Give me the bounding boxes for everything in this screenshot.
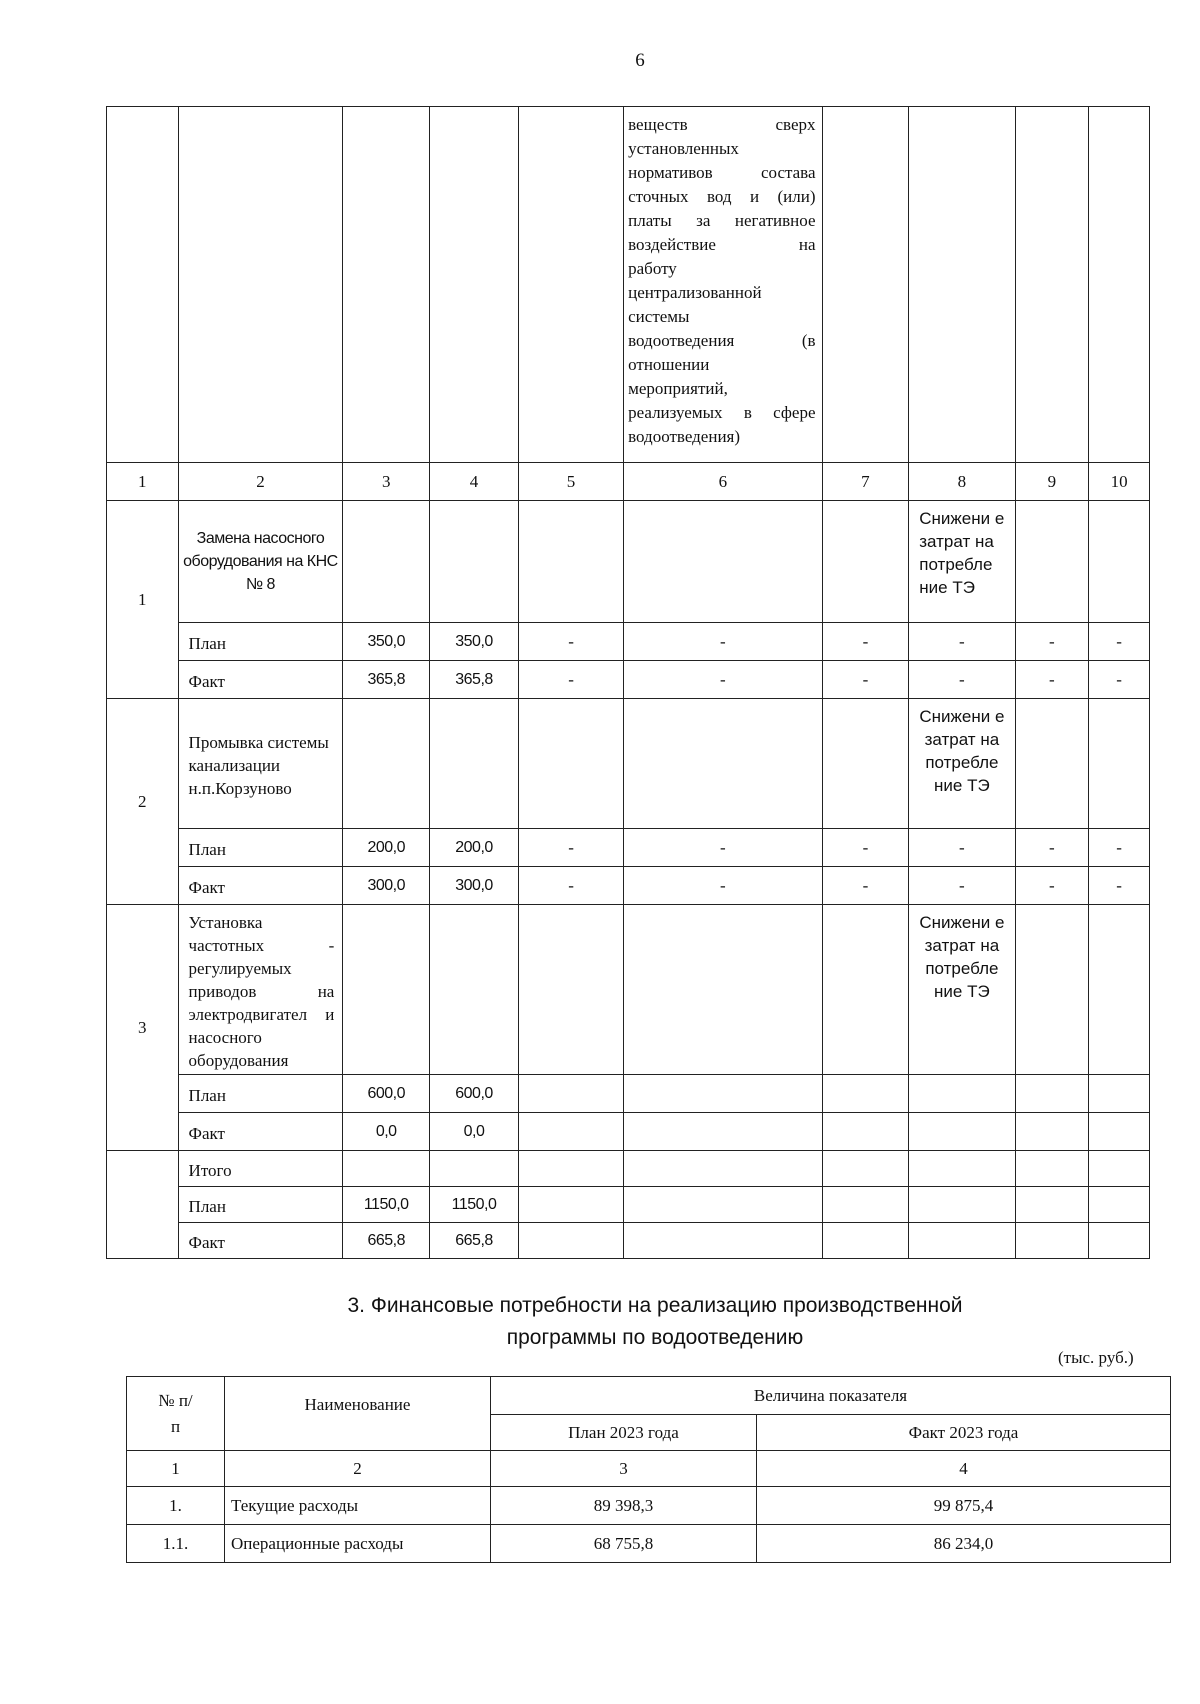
continuation-line: отношении xyxy=(628,355,710,374)
measure-row-2 xyxy=(107,699,1150,829)
fact-label: Факт xyxy=(178,1223,343,1259)
fact-value-6: - xyxy=(624,867,822,905)
plan-value-8: - xyxy=(909,829,1015,867)
column-numbers-row xyxy=(107,463,1150,501)
section-title-line-2: программы по водоотведению xyxy=(506,1326,804,1349)
plan-label: План xyxy=(178,829,343,867)
plan-row xyxy=(107,829,1150,867)
fact-value-7: - xyxy=(822,661,909,699)
plan-value-9: - xyxy=(1015,829,1089,867)
continuation-line: установленных xyxy=(628,139,739,158)
fin-column-number-4: 4 xyxy=(757,1451,1171,1487)
fin-row-plan: 89 398,3 xyxy=(491,1487,757,1525)
section-3-title xyxy=(0,1290,1200,1354)
plan-value-7: - xyxy=(822,623,909,661)
plan-value-7: - xyxy=(822,829,909,867)
total-fact-value-3: 665,8 xyxy=(343,1223,430,1259)
fact-value-3: 0,0 xyxy=(343,1113,430,1151)
fin-row-fact: 99 875,4 xyxy=(757,1487,1171,1525)
fact-value-9: - xyxy=(1015,867,1089,905)
plan-value-4: 350,0 xyxy=(430,623,519,661)
col-name-header: Наименование xyxy=(225,1377,491,1451)
fin-row-name: Текущие расходы xyxy=(225,1487,491,1525)
column-number-7: 7 xyxy=(822,463,909,501)
fin-column-number-1: 1 xyxy=(127,1451,225,1487)
column-number-10: 10 xyxy=(1089,463,1150,501)
fact-row xyxy=(107,661,1150,699)
column-number-2: 2 xyxy=(178,463,343,501)
fact-value-10: - xyxy=(1089,661,1150,699)
measure-name: Промывка системы канализации н.п.Корзуново xyxy=(178,699,343,829)
continuation-text xyxy=(624,107,821,449)
row-number: 1 xyxy=(107,501,179,699)
plan-value-5: - xyxy=(518,829,623,867)
fact-value-9: - xyxy=(1015,661,1089,699)
fact-value-6: - xyxy=(624,661,822,699)
continuation-line: реализуемых в сфере xyxy=(628,403,816,422)
fact-value-8: - xyxy=(909,661,1015,699)
plan-value-4: 200,0 xyxy=(430,829,519,867)
col-value-header: Величина показателя xyxy=(491,1377,1171,1415)
continuation-line: водоотведения (в xyxy=(628,331,816,350)
plan-label: План xyxy=(178,1187,343,1223)
page-number: 6 xyxy=(635,50,645,71)
total-row xyxy=(107,1151,1150,1187)
total-plan-value-3: 1150,0 xyxy=(343,1187,430,1223)
continuation-line: нормативов состава xyxy=(628,163,816,182)
continuation-line: воздействие на xyxy=(628,235,816,254)
financial-row-2 xyxy=(127,1525,1171,1563)
measure-effect: Снижени е затрат на потребле ние ТЭ xyxy=(909,699,1015,829)
col-numbers-row xyxy=(127,1451,1171,1487)
fin-row-num: 1.1. xyxy=(127,1525,225,1563)
fact-value-7: - xyxy=(822,867,909,905)
row-number: 3 xyxy=(107,905,179,1151)
fin-row-fact: 86 234,0 xyxy=(757,1525,1171,1563)
continuation-row xyxy=(107,107,1150,463)
fin-column-number-2: 2 xyxy=(225,1451,491,1487)
plan-value-3: 350,0 xyxy=(343,623,430,661)
column-number-4: 4 xyxy=(430,463,519,501)
measure-row-3 xyxy=(107,905,1150,1075)
fact-value-4: 300,0 xyxy=(430,867,519,905)
continuation-line: мероприятий, xyxy=(628,379,728,398)
total-plan-row xyxy=(107,1187,1150,1223)
plan-label: План xyxy=(178,1075,343,1113)
fin-row-plan: 68 755,8 xyxy=(491,1525,757,1563)
fin-row-name: Операционные расходы xyxy=(225,1525,491,1563)
fact-value-5: - xyxy=(518,661,623,699)
plan-value-5: - xyxy=(518,623,623,661)
col-fact-header: Факт 2023 года xyxy=(757,1415,1171,1451)
col-num-header: № п/п xyxy=(127,1377,225,1451)
continuation-text-cell xyxy=(624,107,822,463)
column-number-3: 3 xyxy=(343,463,430,501)
plan-value-3: 600,0 xyxy=(343,1075,430,1113)
total-fact-row xyxy=(107,1223,1150,1259)
financial-row-1 xyxy=(127,1487,1171,1525)
fact-value-10: - xyxy=(1089,867,1150,905)
plan-row xyxy=(107,1075,1150,1113)
plan-value-4: 600,0 xyxy=(430,1075,519,1113)
plan-value-8: - xyxy=(909,623,1015,661)
plan-value-6: - xyxy=(624,829,822,867)
plan-row xyxy=(107,623,1150,661)
column-number-5: 5 xyxy=(518,463,623,501)
column-number-9: 9 xyxy=(1015,463,1089,501)
row-number: 2 xyxy=(107,699,179,905)
continuation-line: водоотведения) xyxy=(628,427,741,446)
fact-value-4: 0,0 xyxy=(430,1113,519,1151)
fact-row xyxy=(107,1113,1150,1151)
fact-value-3: 365,8 xyxy=(343,661,430,699)
plan-label: План xyxy=(178,623,343,661)
continuation-line: системы xyxy=(628,307,690,326)
measure-effect: Снижени е затрат на потребле ние ТЭ xyxy=(909,501,1015,623)
measure-name: Установка частотных - регулируемых приводов на электродвигател и насосного оборудования xyxy=(178,905,343,1075)
total-label: Итого xyxy=(178,1151,343,1187)
measures-table xyxy=(106,106,1150,1259)
fact-value-4: 365,8 xyxy=(430,661,519,699)
section-title-line-1: 3. Финансовые потребности на реализацию производственной xyxy=(347,1294,963,1317)
fact-label: Факт xyxy=(178,867,343,905)
fact-row xyxy=(107,867,1150,905)
fin-row-num: 1. xyxy=(127,1487,225,1525)
continuation-line: веществ сверх xyxy=(628,115,816,134)
fact-value-8: - xyxy=(909,867,1015,905)
continuation-line: централизованной xyxy=(628,283,762,302)
fact-value-3: 300,0 xyxy=(343,867,430,905)
continuation-line: платы за негативное xyxy=(628,211,816,230)
continuation-line: работу xyxy=(628,259,677,278)
measure-name: Замена насосного оборудования на КНС № 8 xyxy=(178,501,343,623)
total-fact-value-4: 665,8 xyxy=(430,1223,519,1259)
plan-value-6: - xyxy=(624,623,822,661)
plan-value-10: - xyxy=(1089,623,1150,661)
units-note: (тыс. руб.) xyxy=(1058,1348,1134,1367)
plan-value-9: - xyxy=(1015,623,1089,661)
fact-label: Факт xyxy=(178,661,343,699)
plan-value-3: 200,0 xyxy=(343,829,430,867)
column-number-8: 8 xyxy=(909,463,1015,501)
total-plan-value-4: 1150,0 xyxy=(430,1187,519,1223)
plan-value-10: - xyxy=(1089,829,1150,867)
fin-column-number-3: 3 xyxy=(491,1451,757,1487)
col-plan-header: План 2023 года xyxy=(491,1415,757,1451)
fact-label: Факт xyxy=(178,1113,343,1151)
measure-effect: Снижени е затрат на потребле ние ТЭ xyxy=(909,905,1015,1075)
measure-row-1 xyxy=(107,501,1150,623)
financial-needs-table xyxy=(126,1376,1171,1563)
continuation-line: сточных вод и (или) xyxy=(628,187,816,206)
column-number-6: 6 xyxy=(624,463,822,501)
column-number-1: 1 xyxy=(107,463,179,501)
fact-value-5: - xyxy=(518,867,623,905)
